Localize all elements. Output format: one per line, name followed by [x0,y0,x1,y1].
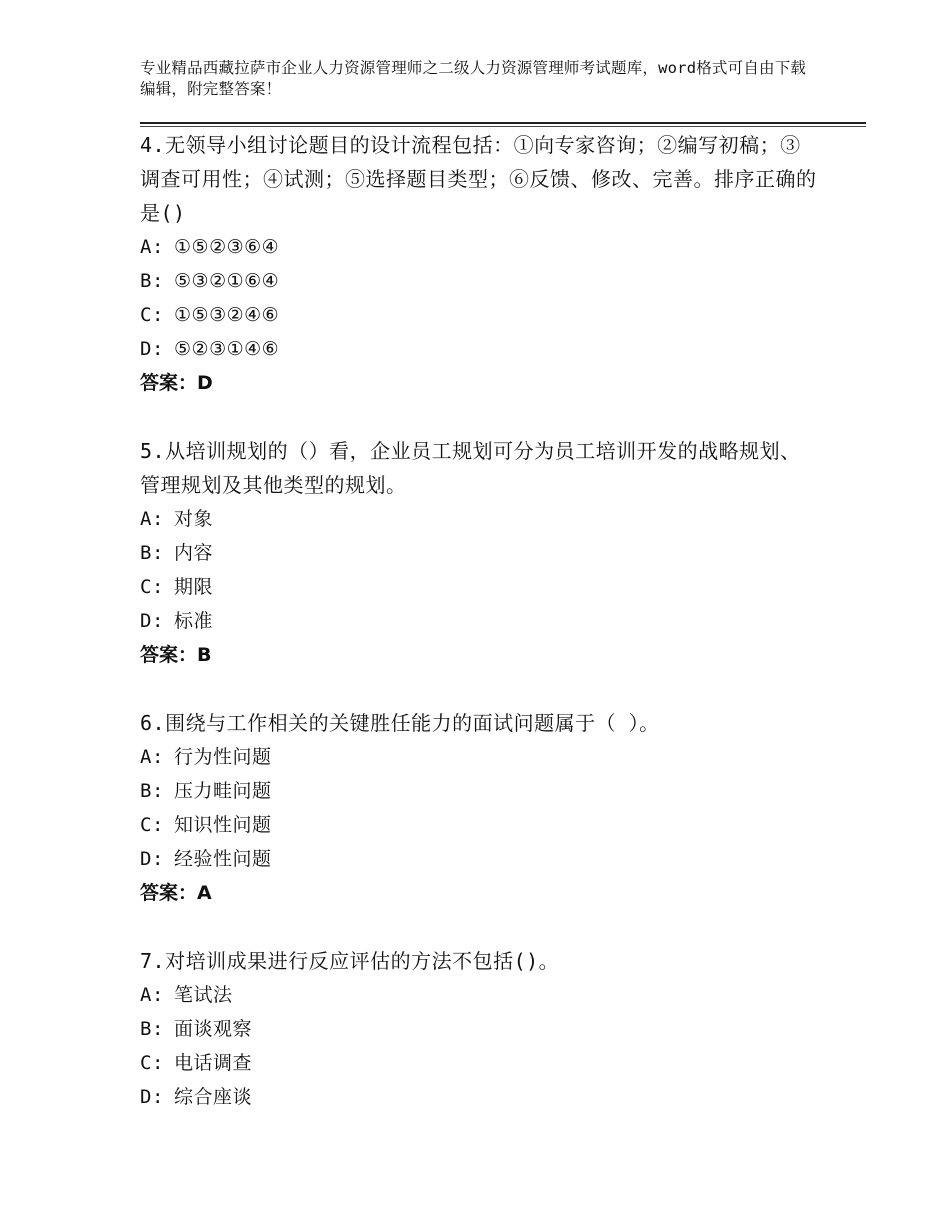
option-c [140,1046,820,1080]
option-text: 期限 [174,576,214,598]
option-text: 压力畦问题 [174,780,272,802]
option-text: 面谈观察 [174,1018,253,1040]
option-a [140,978,820,1012]
option-d [140,604,820,638]
option-text: 行为性问题 [174,746,272,768]
option-letter: D: [140,610,164,632]
option-letter: A: [140,746,164,768]
answer-line: 答案：A [140,882,212,904]
question-spacer [140,910,820,944]
option-letter: B: [140,270,164,292]
option-text: 笔试法 [174,984,233,1006]
option-text: 对象 [174,508,214,530]
option-a [140,740,820,774]
option-a [140,230,820,264]
option-text: ⑤③②①⑥④ [174,270,280,292]
question-5 [140,434,820,672]
option-c [140,570,820,604]
question-list [140,128,820,1114]
option-letter: D: [140,1086,164,1108]
option-b [140,264,820,298]
answer-line: 答案：B [140,644,212,666]
option-c [140,298,820,332]
option-text: 知识性问题 [174,814,272,836]
option-letter: D: [140,338,164,360]
question-7 [140,944,820,1114]
option-b [140,774,820,808]
option-d [140,332,820,366]
option-letter: B: [140,542,164,564]
option-text: ⑤②③①④⑥ [174,338,280,360]
question-stem: 6.围绕与工作相关的关键胜任能力的面试问题属于（ ）。 [140,711,660,735]
option-letter: A: [140,984,164,1006]
answer-line: 答案：D [140,372,213,394]
option-text: 经验性问题 [174,848,272,870]
option-text: 内容 [174,542,214,564]
question-spacer [140,672,820,706]
question-stem: 7.对培训成果进行反应评估的方法不包括()。 [140,949,560,973]
option-a [140,502,820,536]
option-c [140,808,820,842]
option-text: 综合座谈 [174,1086,253,1108]
option-text: ①⑤②③⑥④ [174,236,280,258]
question-stem: 4.无领导小组讨论题目的设计流程包括：①向专家咨询；②编写初稿；③调查可用性；④试测；⑤选择题目类型；⑥反馈、修改、完善。排序正确的是() [140,133,817,225]
option-b [140,1012,820,1046]
option-d [140,842,820,876]
option-d [140,1080,820,1114]
option-letter: C: [140,576,164,598]
option-letter: D: [140,848,164,870]
page-header: 专业精品西藏拉萨市企业人力资源管理师之二级人力资源管理师考试题库，word格式可自由下载编辑，附完整答案！ [140,59,807,98]
header-rule-thick [140,122,866,124]
option-letter: B: [140,780,164,802]
option-letter: C: [140,1052,164,1074]
option-text: 标准 [174,610,214,632]
option-letter: B: [140,1018,164,1040]
header-rule-thin [140,126,866,127]
option-letter: C: [140,814,164,836]
question-stem: 5.从培训规划的（）看，企业员工规划可分为员工培训开发的战略规划、管理规划及其他类型的规划。 [140,439,801,497]
option-text: 电话调查 [174,1052,253,1074]
question-spacer [140,400,820,434]
question-4 [140,128,820,400]
option-letter: A: [140,236,164,258]
option-text: ①⑤③②④⑥ [174,304,280,326]
option-letter: A: [140,508,164,530]
option-b [140,536,820,570]
question-6 [140,706,820,910]
option-letter: C: [140,304,164,326]
